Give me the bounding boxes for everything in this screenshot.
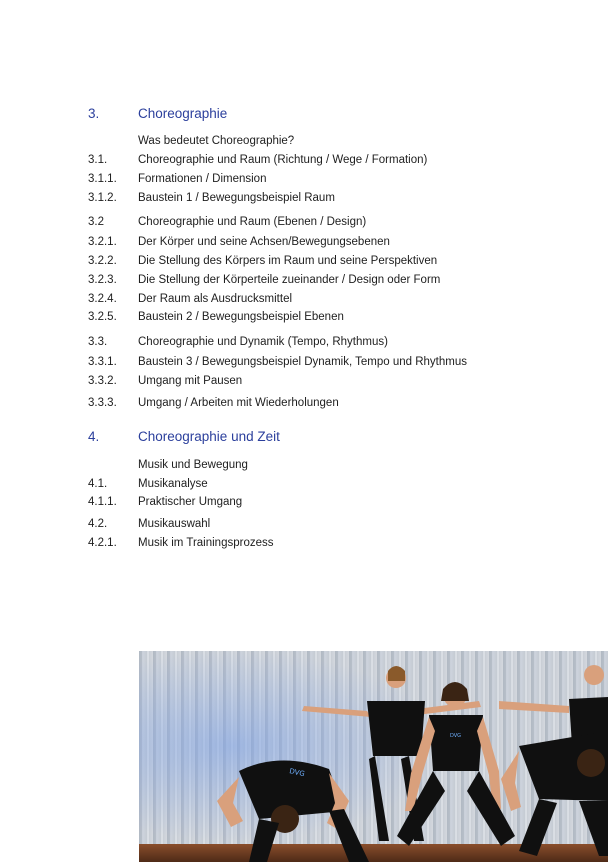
chapter-number: 4. — [88, 429, 100, 444]
chapter-title: Choreographie und Zeit — [138, 429, 280, 444]
toc-entry-number: 3.2.5. — [88, 311, 117, 323]
toc-entry-number: 3.2.2. — [88, 255, 117, 267]
chapter-number: 3. — [88, 106, 100, 121]
toc-entry-text: Umgang / Arbeiten mit Wiederholungen — [138, 397, 339, 409]
toc-entry-number: 3.3.1. — [88, 356, 117, 368]
toc-entry-text: Musik und Bewegung — [138, 459, 248, 471]
toc-entry-number: 3.2.4. — [88, 293, 117, 305]
toc-entry-text: Baustein 1 / Bewegungsbeispiel Raum — [138, 192, 335, 204]
toc-entry-number: 3.2 — [88, 216, 104, 228]
toc-entry-number: 4.2. — [88, 518, 108, 530]
toc-entry-text: Die Stellung der Körperteile zueinander / Design oder Form — [138, 274, 441, 286]
shirt-print: DVG — [450, 733, 462, 739]
toc-entry-text: Praktischer Umgang — [138, 496, 243, 508]
toc-entry-text: Choreographie und Raum (Ebenen / Design) — [138, 216, 367, 228]
toc-entry-number: 3.3. — [88, 336, 108, 348]
toc-entry-number: 3.3.3. — [88, 397, 117, 409]
toc-entry-text: Formationen / Dimension — [138, 173, 267, 185]
toc-entry-number: 3.1.2. — [88, 192, 117, 204]
dance-photo-illustration — [139, 651, 608, 862]
toc-entry-text: Der Raum als Ausdrucksmittel — [138, 293, 293, 305]
toc-entry-text: Choreographie und Dynamik (Tempo, Rhythmus) — [138, 336, 388, 348]
shirt-print: DVG — [288, 767, 306, 779]
toc-entry-text: Choreographie und Raum (Richtung / Wege / Formation) — [138, 154, 428, 166]
toc-entry-text: Die Stellung des Körpers im Raum und seine Perspektiven — [138, 255, 438, 267]
toc-entry-text: Der Körper und seine Achsen/Bewegungsebenen — [138, 236, 390, 248]
toc-entry-text: Baustein 3 / Bewegungsbeispiel Dynamik, Tempo und Rhythmus — [138, 356, 467, 368]
toc-entry-number: 3.1. — [88, 154, 108, 166]
toc-entry-number: 3.3.2. — [88, 375, 117, 387]
toc-entry-number: 3.1.1. — [88, 173, 117, 185]
toc-entry-text: Was bedeutet Choreographie? — [138, 135, 295, 147]
toc-entry-number: 4.1.1. — [88, 496, 117, 508]
toc-entry-number: 4.1. — [88, 478, 108, 490]
toc-entry-number: 4.2.1. — [88, 537, 117, 549]
toc-entry-number: 3.2.1. — [88, 236, 117, 248]
dance-photo — [139, 651, 608, 862]
chapter-title: Choreographie — [138, 106, 228, 121]
toc-entry-text: Umgang mit Pausen — [138, 375, 243, 387]
toc-entry-text: Musikauswahl — [138, 518, 211, 530]
toc-entry-number: 3.2.3. — [88, 274, 117, 286]
toc-entry-text: Baustein 2 / Bewegungsbeispiel Ebenen — [138, 311, 344, 323]
toc-entry-text: Musik im Trainingsprozess — [138, 537, 274, 549]
toc-entry-text: Musikanalyse — [138, 478, 208, 490]
